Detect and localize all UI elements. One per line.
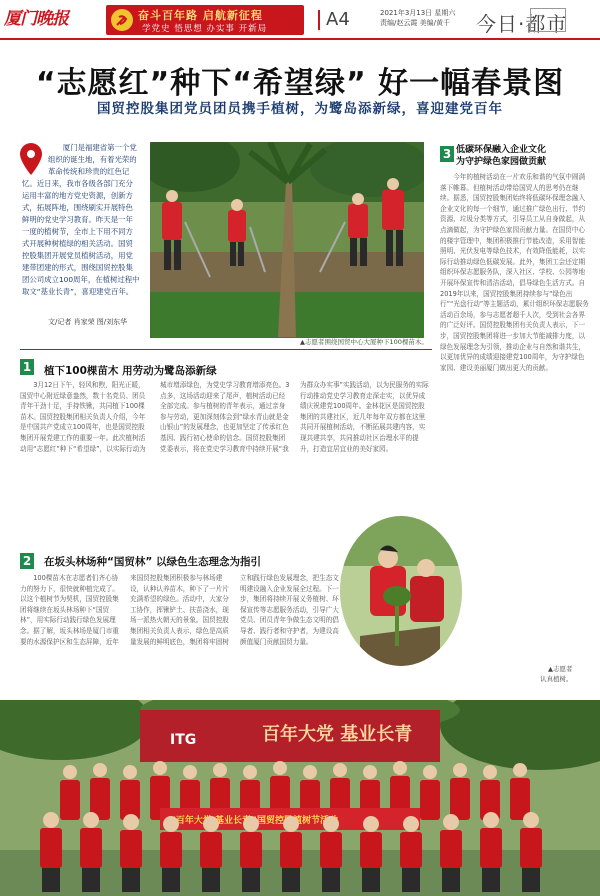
photo2-caption: [540, 664, 573, 684]
lede-paragraph: [22, 142, 140, 298]
svg-text:ITG: ITG: [170, 732, 197, 748]
page-number: A4: [326, 9, 350, 30]
publish-date: 2021年3月13日 星期六: [380, 9, 456, 17]
map-pin-icon: [18, 142, 44, 176]
byline: 文/记者 肖家荣 图/刘东华: [48, 318, 128, 326]
team-banner-text: “百年大党 基业长青”国贸控股植树节活动: [170, 816, 338, 826]
section-3-heading: [456, 144, 546, 168]
group-banner-text: 百年大党 基业长青: [262, 724, 413, 745]
section-3-body: 今年的植树活动在一片欢乐和谐的气氛中圆满落下帷幕。但植树活动带给国贸人的思考仍在继续。据悉，国贸控股集团始终将低碳环保理念融入企业文化的每一个细节，通过推广绿色出行、节约资源、垃圾分类等方式，引导员工从自身做起，从点滴做起，为守护绿色家园贡献力量。在国贸中心的楼宇管理中，集团积极推行节能改造，采用智能照明、光伏发电等绿色技术，有效降低能耗，以实际行动推动绿色低碳发展。此外，集团工会还定期组织环保志愿服务队，深入社区、学校、公园等地开展环保宣传和清洁活动，倡导绿色生活方式。自2019年以来，国贸控股集团持续参与“绿色出行”“光盘行动”等主题活动，累计组织环保志愿服务活动百余场，参与志愿者超千人次，受到社会各界的广泛好评。国贸控股集团有关负责人表示，下一步，国贸控股集团将进一步加大节能减排力度，以绿色发展理念为引领，推动企业与自然和谐共生，以更加优异的成绩迎接建党100周年，为守护绿色家园、建设美丽厦门做出更大的贡献。: [440, 173, 589, 372]
banner-subslogan: 学党史 悟思想 办实事 开新局: [142, 24, 268, 34]
section-3-badge: 3: [440, 146, 454, 162]
volunteer-photo: [340, 516, 462, 666]
section-name: 今日·都市: [476, 12, 568, 36]
section-2-body: 100棵苗木在志愿者们齐心协力的努力下，很快就种植完成了。以这个植树节为契机，国贸控股集团将继续在坂头林场种下“国贸林”，用实际行动践行绿色发展理念。据了解，坂头林场是厦门市重要的水源保护区和生态屏障，近年来国贸控股集团积极参与林场建设，认种认养苗木，种下了一片片充满希望的绿色。活动中，大家分工协作，挥锹铲土、扶苗浇水，现场一派热火朝天的景象。国贸控股集团相关负责人表示，绿色是高质量发展的鲜明底色，集团将牢固树立和践行绿色发展理念，把生态文明建设融入企业发展全过程。下一步，集团将持续开展义务植树、环保宣传等志愿服务活动，引导广大党员、团员青年争做生态文明的倡导者、践行者和守护者，为建设高颜值厦门贡献国贸力量。: [20, 574, 339, 646]
group-photo: [0, 700, 600, 896]
section-1-body: 3月12日下午，轻风和煦，阳光正暖，国贸中心附近绿意盎然，数十名党员、团员青年干劲十足，手持铁锹，共同植下100棵苗木。国贸控股集团相关负责人介绍，今年是中国共产党成立100周年，也是国贸控股集团开展党建工作的重要一年。此次植树活动用“志愿红”种下“希望绿”，以实际行动为城市增添绿色，为党史学习教育增添亮色。3点多，这场活动迎来了尾声，植树活动已经全部完成。参与植树的青年表示，通过亲身参与劳动，更加深刻体会到“绿水青山就是金山银山”的发展理念，也更加坚定了传承红色基因、践行初心使命的信念。国贸控股集团党委表示，将在党史学习教育中持续开展“我为群众办实事”实践活动，以为民服务的实际行动推动党史学习教育走深走实，以优异成绩庆祝建党100周年。金林花区是国贸控股集团的共建社区，近几年每年双方都在这里共同开展植树活动，不断拓展共建内容，实现共建共享，共同推动社区治理水平的提升，打造宜居宜业的美好家园。: [20, 381, 429, 453]
section-3-heading-line1: 低碳环保融入企业文化: [456, 145, 547, 155]
section-2-heading: 在坂头林场种“国贸林” 以绿色生态理念为指引: [44, 556, 261, 568]
section-frame: [530, 8, 566, 32]
editor-credit: 责编/赵云霞 美编/黄千: [380, 19, 450, 27]
section-2-badge: 2: [20, 553, 34, 569]
section-1-heading: 植下100棵苗木 用劳动为鹭岛添新绿: [44, 365, 217, 377]
masthead: [4, 4, 80, 34]
party-emblem-icon: [111, 9, 133, 31]
section-3-heading-line2: 为守护绿色家园做贡献: [456, 157, 547, 167]
masthead-title: 厦门晚报: [4, 9, 68, 29]
section-divider: [20, 349, 432, 350]
photo-caption: ▲志愿者围绕国贸中心大厦种下100棵苗木。: [300, 338, 428, 346]
photo2-caption-line1: ▲志愿者: [548, 665, 573, 673]
tree-planting-photo: [150, 142, 424, 338]
header-rule: [0, 38, 600, 40]
date-info: [380, 8, 455, 28]
banner-slogan: 奋斗百年路 启航新征程: [138, 9, 263, 22]
lede-text: 厦门是福建省第一个党组织的诞生地，有着光荣的革命传统和珍贵的红色记忆。近日来，我市各级各部门充分运用丰富的地方党史资源，创新方式，拓展阵地，围绕刷实开展特色鲜明的党史学习教育。昨天是一年一度的植树节，全市上下用不同方式开展种树植绿的相关活动。国贸控股集团开展党员植树活动，用党建带团建的形式，围绕国贸控股集团公司成立100周年，在植树过程中取文“基业长青”，喜迎建党百年。: [22, 143, 140, 296]
photo2-caption-line2: 认真植树。: [540, 675, 573, 683]
header-divider: [318, 10, 320, 30]
section-1-badge: 1: [20, 359, 34, 375]
campaign-banner: [106, 5, 304, 35]
subheadline: 国贸控股集团党员团员携手植树，为鹭岛添新绿，喜迎建党百年: [97, 101, 503, 117]
headline: “志愿红”种下“希望绿” 好一幅春景图: [35, 66, 565, 101]
